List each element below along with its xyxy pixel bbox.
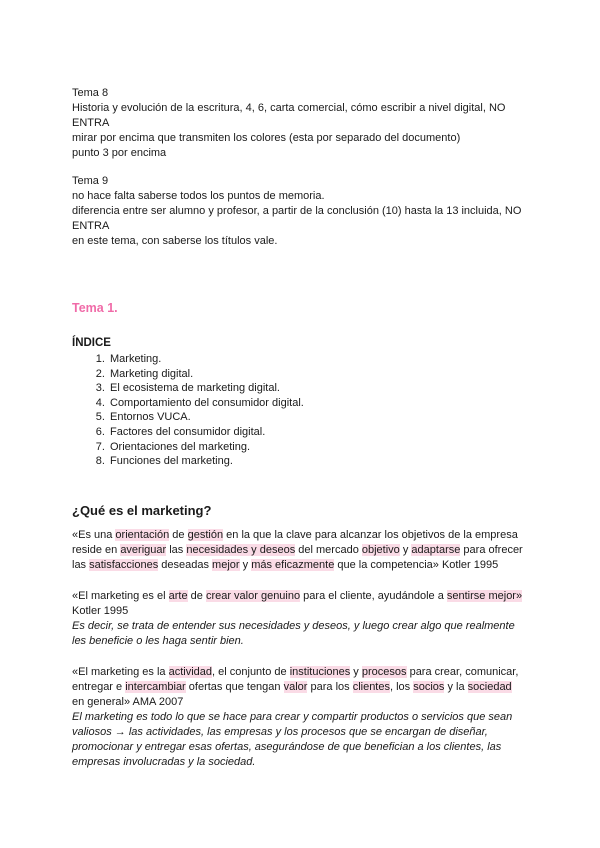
highlight: instituciones xyxy=(289,665,351,678)
quote-line: entregar e intercambiar ofertas que tengan valor para los clientes, los socios y la sociedad xyxy=(72,680,512,693)
tema8-line: ENTRA xyxy=(72,117,110,129)
highlight: objetivo xyxy=(361,543,400,556)
tema1-heading: Tema 1. xyxy=(72,301,118,315)
explanation-line: promocionar y entregar esas ofertas, asegurándose de que benefician a los clientes, las xyxy=(72,740,502,753)
quote-line: reside en averiguar las necesidades y deseos del mercado objetivo y adaptarse para ofrecer xyxy=(72,543,523,556)
explanation-line: Es decir, se trata de entender sus necesidades y deseos, y luego crear algo que realmente xyxy=(72,619,515,632)
highlight: averiguar xyxy=(120,543,167,556)
quote-line: «Es una orientación de gestión en la que la clave para alcanzar los objetivos de la empresa xyxy=(72,528,518,541)
tema9-line: no hace falta saberse todos los puntos de memoria. xyxy=(72,190,325,202)
tema8-line: mirar por encima que transmiten los colores (esta por separado del documento) xyxy=(72,132,461,144)
definition-kotler-2 xyxy=(72,589,532,649)
explanation-line: valiosos → las actividades, las empresas y los procesos que se encargan de diseñar, xyxy=(72,725,488,738)
highlight: adaptarse xyxy=(411,543,461,556)
document-page xyxy=(72,86,532,770)
quote-line: en general» AMA 2007 xyxy=(72,695,184,708)
highlight: socios xyxy=(413,680,445,693)
highlight: intercambiar xyxy=(125,680,186,693)
highlight: más eficazmente xyxy=(251,558,335,571)
indice-item: 3. El ecosistema de marketing digital. xyxy=(108,381,532,396)
highlight: mejor xyxy=(212,558,240,571)
indice-item: 5. Entornos VUCA. xyxy=(108,410,532,425)
highlight: actividad xyxy=(168,665,213,678)
tema8-line: punto 3 por encima xyxy=(72,147,167,159)
explanation-line: El marketing es todo lo que se hace para crear y compartir productos o servicios que sean xyxy=(72,710,513,723)
indice-item: 1. Marketing. xyxy=(108,352,532,367)
highlight: valor xyxy=(283,680,308,693)
quote-source: Kotler 1995 xyxy=(72,604,129,617)
highlight: crear valor genuino xyxy=(205,589,301,602)
indice-item: 4. Comportamiento del consumidor digital. xyxy=(108,396,532,411)
highlight: gestión xyxy=(187,528,224,541)
indice-item: 7. Orientaciones del marketing. xyxy=(108,440,532,455)
tema9-heading: Tema 9 xyxy=(72,175,109,187)
tema9-line: diferencia entre ser alumno y profesor, a partir de la conclusión (10) hasta la 13 incluida, NO xyxy=(72,205,522,217)
quote-line: «El marketing es el arte de crear valor genuino para el cliente, ayudándole a sentirse mejor» xyxy=(72,589,523,602)
highlight: orientación xyxy=(115,528,170,541)
highlight: arte xyxy=(168,589,188,602)
indice-item: 6. Factores del consumidor digital. xyxy=(108,425,532,440)
definition-kotler-1 xyxy=(72,528,532,573)
indice-list xyxy=(72,352,532,469)
indice-title: ÍNDICE xyxy=(72,337,111,349)
section-title: ¿Qué es el marketing? xyxy=(72,502,212,518)
tema8-heading: Tema 8 xyxy=(72,87,109,99)
tema9-line: en este tema, con saberse los títulos vale. xyxy=(72,235,278,247)
highlight: sentirse mejor» xyxy=(446,589,523,602)
quote-line: «El marketing es la actividad, el conjunto de instituciones y procesos para crear, comunicar, xyxy=(72,665,519,678)
definition-ama xyxy=(72,665,532,770)
indice-item: 8. Funciones del marketing. xyxy=(108,454,532,469)
highlight: clientes xyxy=(352,680,390,693)
highlight: sociedad xyxy=(467,680,512,693)
highlight: necesidades y deseos xyxy=(186,543,296,556)
indice-item: 2. Marketing digital. xyxy=(108,367,532,382)
tema8-line: Historia y evolución de la escritura, 4, 6, carta comercial, cómo escribir a nivel digital, NO xyxy=(72,102,506,114)
highlight: satisfacciones xyxy=(89,558,159,571)
highlight: procesos xyxy=(361,665,407,678)
quote-line: las satisfacciones deseadas mejor y más eficazmente que la competencia» Kotler 1995 xyxy=(72,558,499,571)
explanation-line: empresas involucradas y la sociedad. xyxy=(72,755,256,768)
tema9-line: ENTRA xyxy=(72,220,110,232)
explanation-line: les beneficie o les haga sentir bien. xyxy=(72,634,244,647)
